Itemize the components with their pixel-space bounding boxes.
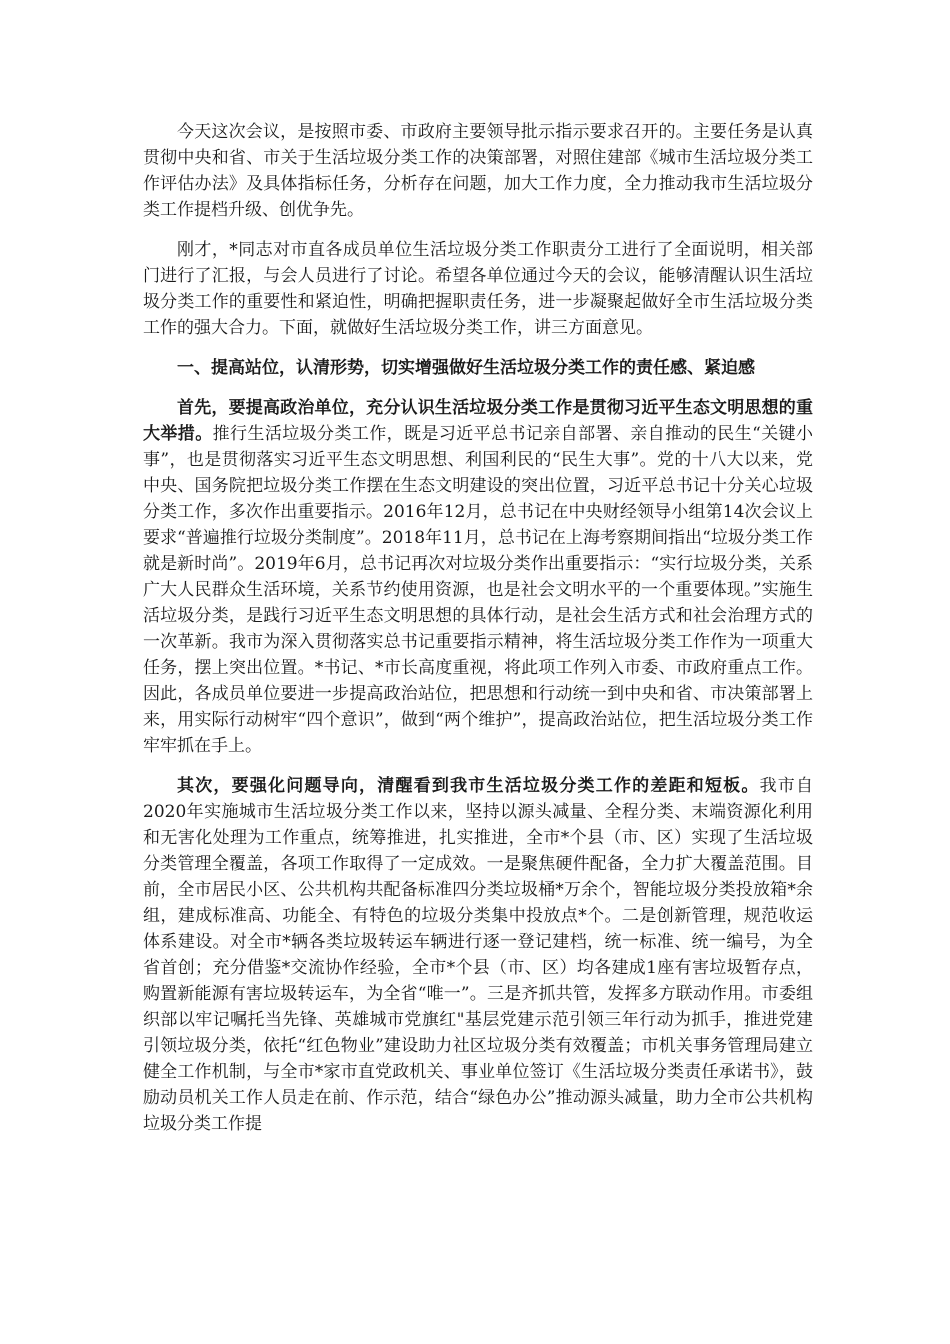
paragraph-intro: 今天这次会议，是按照市委、市政府主要领导批示指示要求召开的。主要任务是认真贯彻中央和省、市关于生活垃圾分类工作的决策部署，对照住建部《城市生活垃圾分类工作评估办法》及具体指标任务，分析存在问题，加大工作力度，全力推动我市生活垃圾分类工作提档升级、创优争先。 [143, 122, 813, 220]
paragraph-context: 刚才，*同志对市直各成员单位生活垃圾分类工作职责分工进行了全面说明，相关部门进行了汇报，与会人员进行了讨论。希望各单位通过今天的会议，能够清醒认识生活垃圾分类工作的重要性和紧迫性，明确把握职责任务，进一步凝聚起做好全市生活垃圾分类工作的强大合力。下面，就做好生活垃圾分类工作，讲三方面意见。 [143, 240, 813, 338]
section-heading-1: 一、提高站位，认清形势，切实增强做好生活垃圾分类工作的责任感、紧迫感 [177, 358, 755, 378]
paragraph-body: 推行生活垃圾分类工作，既是习近平总书记亲自部署、亲自推动的民生“关键小事”，也是贯彻落实习近平生态文明思想、利国利民的“民生大事”。党的十八大以来，党中央、国务院把垃圾分类工作摆在生态文明建设的突出位置，习近平总书记十分关心垃圾分类工作，多次作出重要指示。2016年12月，总书记在中央财经领导小组第14次会议上要求“普遍推行垃圾分类制度”。2018年11月，总书记在上海考察期间指出“垃圾分类工作就是新时尚”。2019年6月，总书记再次对垃圾分类作出重要指示：“实行垃圾分类，关系广大人民群众生活环境，关系节约使用资源，也是社会文明水平的一个重要体现。”实施生活垃圾分类，是践行习近平生态文明思想的具体行动，是社会生活方式和社会治理方式的一次革新。我市为深入贯彻落实总书记重要指示精神，将生活垃圾分类工作作为一项重大任务，摆上突出位置。*书记、*市长高度重视，将此项工作列入市委、市政府重点工作。因此，各成员单位要进一步提高政治站位，把思想和行动统一到中央和省、市决策部署上来，用实际行动树牢“四个意识”，做到“两个维护”，提高政治站位，把生活垃圾分类工作牢牢抓在手上。 [143, 424, 814, 756]
paragraph-lead-bold: 其次，要强化问题导向，清醒看到我市生活垃圾分类工作的差距和短板。 [177, 776, 760, 796]
paragraph-political-stance [143, 395, 813, 759]
paragraph-lead-bold: 首先，要提高政治单位，充分认识生活垃圾分类工作是贯彻习近平生态文明思想的重大举措。 [143, 398, 813, 444]
paragraph-body: 我市自2020年实施城市生活垃圾分类工作以来，坚持以源头减量、全程分类、末端资源化利用和无害化处理为工作重点，统筹推进，扎实推进，全市*个县（市、区）实现了生活垃圾分类管理全覆盖，各项工作取得了一定成效。一是聚焦硬件配备，全力扩大覆盖范围。目前，全市居民小区、公共机构共配备标准四分类垃圾桶*万余个，智能垃圾分类投放箱*余组，建成标准高、功能全、有特色的垃圾分类集中投放点*个。二是创新管理，规范收运体系建设。对全市*辆各类垃圾转运车辆进行逐一登记建档，统一标准、统一编号，为全省首创；充分借鉴*交流协作经验，全市*个县（市、区）均各建成1座有害垃圾暂存点，购置新能源有害垃圾转运车，为全省“唯一”。三是齐抓共管，发挥多方联动作用。市委组织部以牢记嘱托当先锋、英雄城市党旗红"基层党建示范引领三年行动为抓手，推进党建引领垃圾分类，依托“红色物业”建设助力社区垃圾分类有效覆盖；市机关事务管理局建立健全工作机制，与全市*家市直党政机关、事业单位签订《生活垃圾分类责任承诺书》，鼓励动员机关工作人员走在前、作示范，结合“绿色办公”推动源头减量，助力全市公共机构垃圾分类工作提 [143, 776, 814, 1134]
paragraph-problem-orientation [143, 773, 813, 1137]
document-page [143, 119, 813, 1151]
